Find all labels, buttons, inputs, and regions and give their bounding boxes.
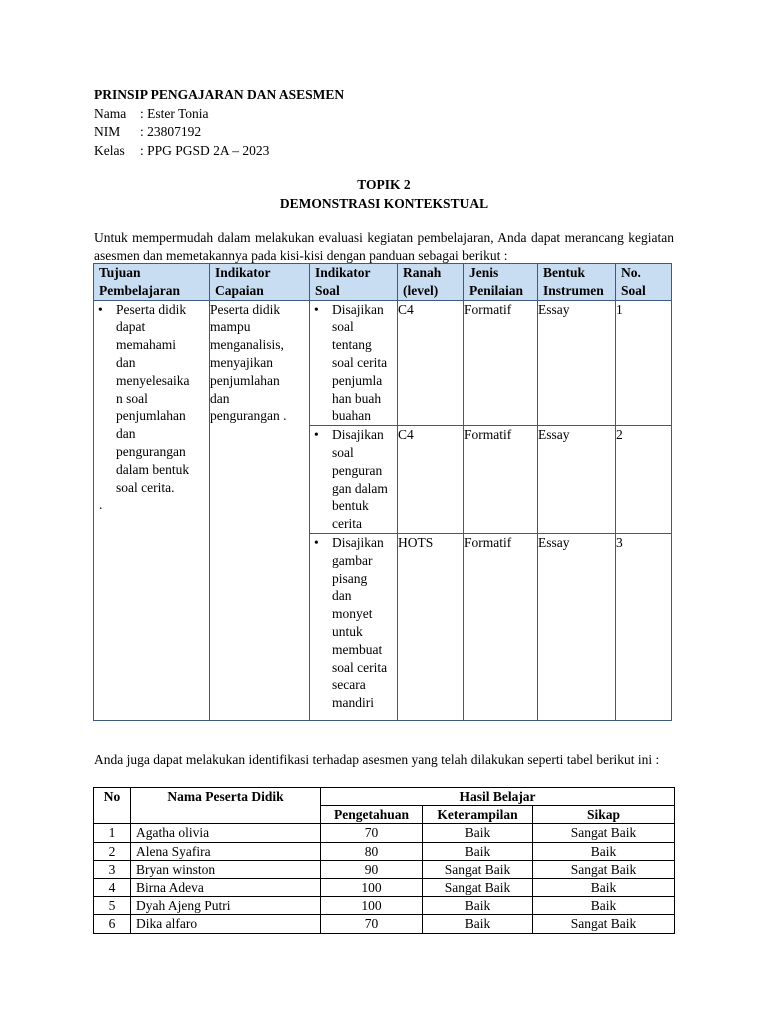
document-title: PRINSIP PENGAJARAN DAN ASESMEN (94, 87, 345, 102)
bentuk-cell: Essay (538, 533, 616, 720)
field-nama (94, 105, 344, 124)
field-kelas (94, 142, 344, 161)
header-sikap: Sikap (533, 806, 675, 824)
field-label: Kelas (94, 142, 125, 158)
bullet-icon: • (314, 427, 319, 443)
topic-number: TOPIK 2 (357, 177, 411, 192)
ranah-cell: HOTS (398, 533, 464, 720)
bentuk-cell: Essay (538, 300, 616, 426)
tujuan-bullet-item: • Peserta didik dapat memahami dan menyelesaika n soal penjumlahan dan pengurangan dalam bentuk soal cerita. (98, 301, 190, 495)
table-row: 2 Alena Syafira 80 Baik Baik (94, 842, 675, 860)
capaian-cell: Peserta didik mampu menganalisis, menyajikan penjumlahan dan pengurangan . (210, 300, 310, 720)
soal-cell: • Disajikan soal tentang soal cerita penjumla han buah buahan (310, 300, 398, 426)
no-soal-cell: 3 (616, 533, 672, 720)
bullet-icon: • (314, 534, 319, 550)
header-ranah: Ranah (level) (398, 264, 464, 301)
table-row: 5 Dyah Ajeng Putri 100 Baik Baik (94, 897, 675, 915)
header-indikator-capaian: Indikator Capaian (210, 264, 310, 301)
table-row: 3 Bryan winston 90 Sangat Baik Sangat Baik (94, 860, 675, 878)
header-pengetahuan: Pengetahuan (321, 806, 423, 824)
ranah-cell: C4 (398, 300, 464, 426)
header-jenis: Jenis Penilaian (464, 264, 538, 301)
field-label: Nama (94, 105, 127, 121)
field-value: : Ester Tonia (140, 105, 209, 121)
topic-heading (0, 176, 768, 213)
header-nama: Nama Peserta Didik (131, 788, 321, 824)
field-nim (94, 123, 344, 142)
bentuk-cell: Essay (538, 426, 616, 534)
kisi-header-row (94, 264, 672, 301)
header-no: No (94, 788, 131, 824)
header-keterampilan: Keterampilan (423, 806, 533, 824)
hasil-belajar-table (93, 787, 675, 934)
document-header (94, 86, 344, 160)
kisi-kisi-table (93, 263, 672, 721)
soal-cell: • Disajikan gambar pisang dan monyet untuk membuat soal cerita secara mandiri (310, 533, 398, 720)
jenis-cell: Formatif (464, 533, 538, 720)
field-label: NIM (94, 124, 121, 139)
field-value: : 23807192 (140, 124, 202, 139)
hasil-header-row (94, 788, 675, 806)
field-value: : PPG PGSD 2A – 2023 (140, 142, 270, 158)
tujuan-trailing: . (99, 497, 103, 513)
header-hasil-belajar: Hasil Belajar (321, 788, 675, 806)
header-indikator-soal: Indikator Soal (310, 264, 398, 301)
jenis-cell: Formatif (464, 426, 538, 534)
table-row: 6 Dika alfaro 70 Baik Sangat Baik (94, 915, 675, 933)
table-row: 1 Agatha olivia 70 Baik Sangat Baik (94, 824, 675, 842)
header-no-soal: No. Soal (616, 264, 672, 301)
kisi-row (94, 300, 672, 426)
intro-paragraph: Untuk mempermudah dalam melakukan evaluasi kegiatan pembelajaran, Anda dapat merancang kegiatan asesmen dan memetakannya pada kisi-kisi dengan panduan sebagai berikut : (94, 230, 674, 263)
ranah-cell: C4 (398, 426, 464, 534)
soal-cell: • Disajikan soal penguran gan dalam bentuk cerita (310, 426, 398, 534)
jenis-cell: Formatif (464, 300, 538, 426)
tujuan-cell (94, 300, 210, 720)
header-bentuk: Bentuk Instrumen (538, 264, 616, 301)
identification-paragraph: Anda juga dapat melakukan identifikasi terhadap asesmen yang telah dilakukan seperti tabel berikut ini : (94, 752, 660, 767)
header-tujuan: Tujuan Pembelajaran (94, 264, 210, 301)
bullet-icon: • (98, 301, 103, 317)
table-row: 4 Birna Adeva 100 Sangat Baik Baik (94, 879, 675, 897)
bullet-icon: • (314, 301, 319, 317)
no-soal-cell: 1 (616, 300, 672, 426)
no-soal-cell: 2 (616, 426, 672, 534)
topic-title: DEMONSTRASI KONTEKSTUAL (279, 195, 489, 211)
